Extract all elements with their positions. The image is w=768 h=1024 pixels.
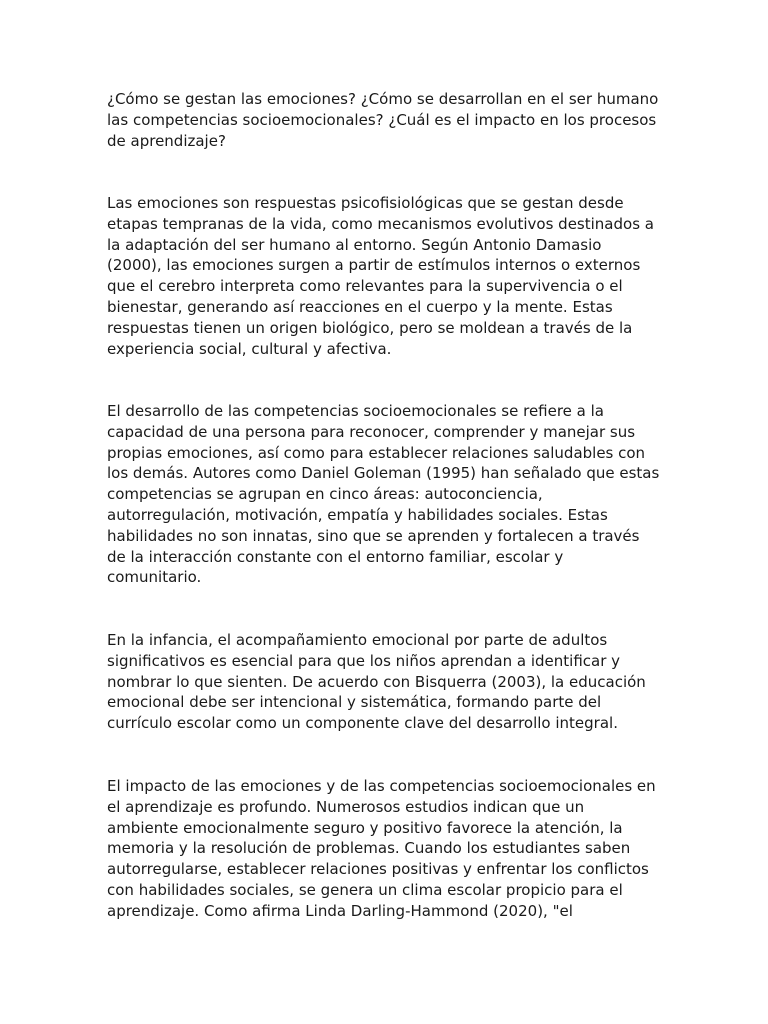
- text-line: de aprendizaje?: [107, 131, 226, 150]
- text-line: (2000), las emociones surgen a partir de estímulos internos o externos: [107, 256, 641, 275]
- text-line: Las emociones son respuestas psicofisiológicas que se gestan desde: [107, 194, 624, 212]
- text-line: habilidades no son innatas, sino que se aprenden y fortalecen a través: [107, 526, 640, 545]
- learning-impact-paragraph: [107, 776, 667, 922]
- text-line: los demás. Autores como Daniel Goleman (1995) han señalado que estas: [107, 464, 660, 483]
- text-line: las competencias socioemocionales? ¿Cuál es el impacto en los procesos: [107, 110, 657, 129]
- text-line: autorregulación, motivación, empatía y habilidades sociales. Estas: [107, 505, 608, 524]
- text-line: emocional debe ser intencional y sistemática, formando parte del: [107, 693, 602, 712]
- text-line: bienestar, generando así reacciones en el cuerpo y la mente. Estas: [107, 297, 613, 316]
- text-line: ¿Cómo se gestan las emociones? ¿Cómo se desarrollan en el ser humano: [107, 90, 659, 108]
- text-line: significativos es esencial para que los niños aprendan a identificar y: [107, 651, 621, 670]
- text-line: de la interacción constante con el entorno familiar, escolar y: [107, 547, 564, 566]
- text-line: nombrar lo que sienten. De acuerdo con Bisquerra (2003), la educación: [107, 672, 646, 691]
- text-line: El desarrollo de las competencias socioemocionales se refiere a la: [107, 402, 604, 420]
- text-line: autorregularse, establecer relaciones positivas y enfrentar los conflictos: [107, 860, 649, 879]
- text-line: etapas tempranas de la vida, como mecanismos evolutivos destinados a: [107, 214, 654, 233]
- text-line: memoria y la resolución de problemas. Cuando los estudiantes saben: [107, 839, 631, 858]
- text-line: aprendizaje. Como afirma Linda Darling-Hammond (2020), "el: [107, 901, 573, 920]
- competencies-paragraph: [107, 401, 667, 588]
- text-line: con habilidades sociales, se genera un clima escolar propicio para el: [107, 880, 623, 899]
- text-line: el aprendizaje es profundo. Numerosos estudios indican que un: [107, 797, 585, 816]
- text-line: ambiente emocionalmente seguro y positivo favorece la atención, la: [107, 818, 623, 837]
- text-line: comunitario.: [107, 568, 202, 587]
- text-line: El impacto de las emociones y de las competencias socioemocionales en: [107, 777, 656, 795]
- text-line: respuestas tienen un origen biológico, pero se moldean a través de la: [107, 318, 633, 337]
- intro-questions-paragraph: [107, 89, 667, 151]
- text-line: experiencia social, cultural y afectiva.: [107, 339, 392, 358]
- text-line: que el cerebro interpreta como relevantes para la supervivencia o el: [107, 277, 623, 296]
- emotions-definition-paragraph: [107, 193, 667, 359]
- text-line: capacidad de una persona para reconocer, comprender y manejar sus: [107, 422, 636, 441]
- text-line: propias emociones, así como para establecer relaciones saludables con: [107, 443, 646, 462]
- text-line: currículo escolar como un componente clave del desarrollo integral.: [107, 714, 618, 733]
- text-line: En la infancia, el acompañamiento emocional por parte de adultos: [107, 631, 608, 649]
- text-line: competencias se agrupan en cinco áreas: autoconciencia,: [107, 485, 543, 504]
- childhood-paragraph: [107, 630, 667, 734]
- text-line: la adaptación del ser humano al entorno. Según Antonio Damasio: [107, 235, 602, 254]
